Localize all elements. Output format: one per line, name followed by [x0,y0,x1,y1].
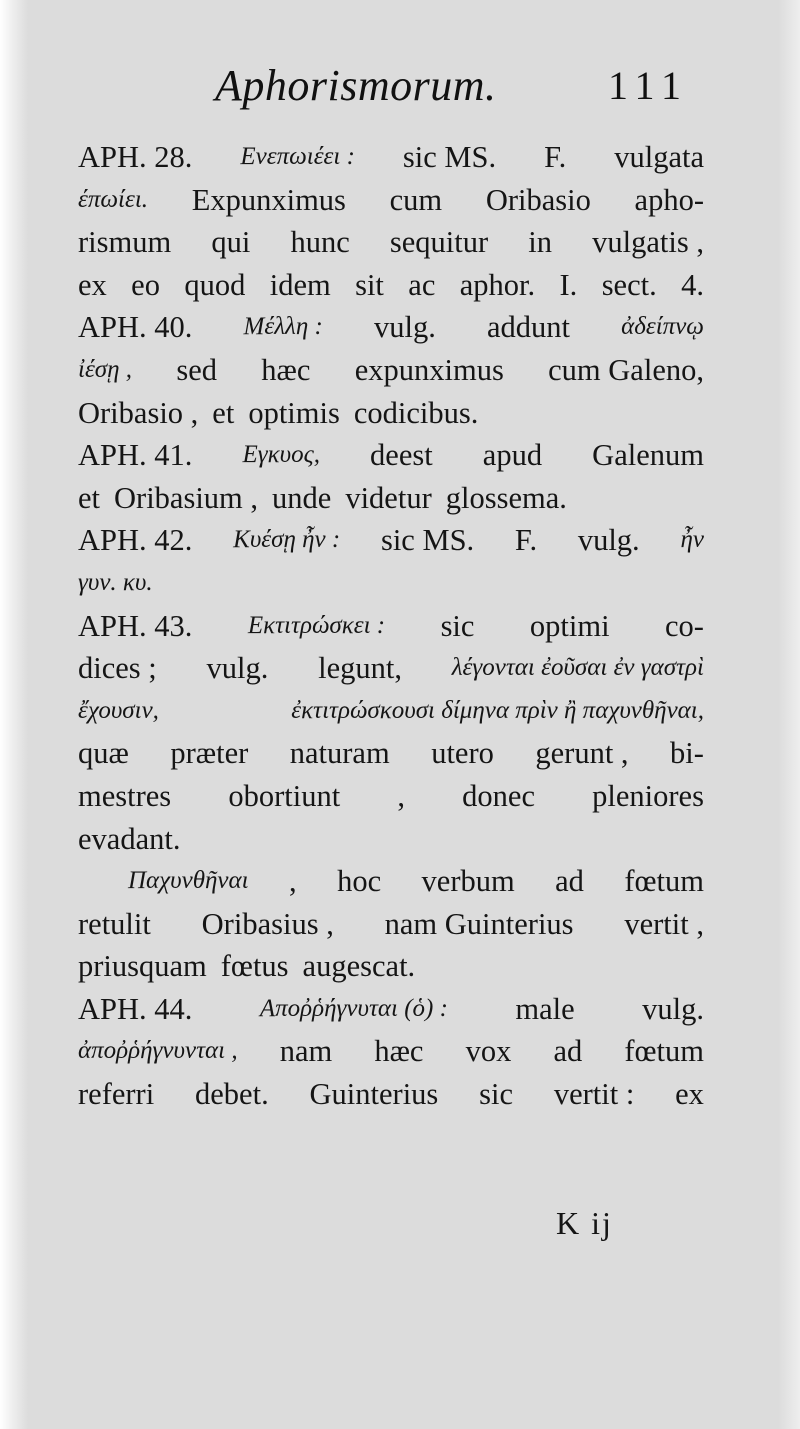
text-word: rismum [78,225,172,260]
text-word: APH. 42. [78,523,193,558]
text-word: vulg. [206,651,269,686]
text-word: sequitur [389,225,489,260]
text-word: vulg. [577,523,640,558]
text-word: unde [272,480,332,515]
text-word: ἐκτιτρώσκουσι δίμηνα πρὶν ἢ παχυνθῆναι, [291,696,704,724]
text-line [78,605,704,648]
text-line [78,1030,704,1073]
text-line [78,434,704,477]
text-word: ad [555,864,584,899]
text-word: Oribasio [485,182,591,217]
text-word: Oribasium , [114,480,259,515]
text-word: Παχυνθῆναι [128,867,249,895]
text-word: donec [462,778,535,813]
text-word: codicibus. [353,395,479,430]
text-word: sed [176,352,217,387]
text-line [78,179,704,222]
text-word: ἀδείπνῳ [621,313,704,341]
text-word: hoc [337,864,382,899]
text-word: nam [279,1034,333,1069]
text-word: APH. 43. [78,608,193,643]
text-word: evadant. [78,821,181,856]
text-word: έπωίει. [78,185,149,213]
text-word: APH. 41. [78,438,193,473]
text-word: optimi [529,608,610,643]
text-line [78,477,704,520]
page-number: 111 [608,63,690,108]
text-word: Αποῤῥήγνυται (ὁ) : [259,994,448,1022]
text-word: glossema. [445,480,567,515]
text-word: ἦν [680,526,704,554]
text-line [78,264,704,307]
text-word: ex [78,267,107,302]
text-word: et [78,480,101,515]
text-word: qui [211,225,251,260]
text-body [78,136,704,1116]
text-word: retulit [78,906,151,941]
text-word: pleniores [592,778,704,813]
text-word: debet. [195,1077,269,1112]
text-word: vertit , [624,906,704,941]
text-line [78,860,704,903]
text-word: Galenum [592,438,704,473]
text-line [78,690,704,733]
text-word: , [289,864,297,899]
text-line [78,519,704,562]
text-word: Κυέσῃ ἦν : [233,526,341,554]
text-word: sic MS. [380,523,475,558]
text-word: dices ; [78,651,157,686]
text-word: aphor. [459,267,536,302]
text-word: referri [78,1077,155,1112]
text-word: cum [389,182,443,217]
text-word: ad [553,1034,583,1069]
text-line [78,306,704,349]
text-word: sic [479,1077,514,1112]
text-word: sic MS. [402,140,497,174]
text-word: fœtum [624,1034,704,1069]
text-word: ac [408,267,436,302]
text-word: priusquam [78,949,207,984]
text-word: hunc [290,225,350,260]
page-header [0,60,800,130]
text-word: vertit : [553,1077,635,1112]
text-word: sit [355,267,384,302]
text-word: , [397,778,405,813]
text-word: co- [665,608,704,643]
text-word: præter [170,736,249,771]
text-word: quæ [78,736,129,771]
text-word: hæc [374,1034,424,1069]
text-word: verbum [421,864,515,899]
text-word: utero [431,736,494,771]
text-word: mestres [78,778,172,813]
text-line [78,945,704,988]
text-word: videtur [345,480,432,515]
text-word: gerunt , [535,736,629,771]
text-line [78,903,704,946]
text-line [78,349,704,392]
text-line [78,732,704,775]
text-word: eo [131,267,160,302]
text-word: Expunximus [191,182,346,217]
text-word: expunximus [354,352,504,387]
text-word: λέγονται ἐοῦσαι ἐν γαστρὶ [451,654,704,682]
text-word: ἀποῤῥήγνυνται , [78,1037,238,1065]
text-word: deest [370,438,433,473]
text-word: 4. [681,267,704,302]
text-word: idem [269,267,331,302]
text-word: male [515,991,575,1026]
text-word: vulgata [614,140,704,174]
text-line [78,136,704,179]
text-word: Εκτιτρώσκει : [247,611,386,639]
text-word: vulg. [373,310,436,345]
text-word: naturam [289,736,390,771]
text-word: optimis [248,395,340,430]
text-word: ex [675,1077,704,1112]
text-word: vox [465,1034,512,1069]
text-word: legunt, [318,651,402,686]
text-word: F. [544,140,567,174]
text-word: obortiunt [228,778,341,813]
text-word: sic [440,608,475,643]
text-line [78,818,704,861]
text-word: Oribasius , [201,906,334,941]
text-line [78,1073,704,1116]
text-word: Guinterius [309,1077,439,1112]
text-word: APH. 44. [78,991,193,1026]
text-word: quod [184,267,246,302]
text-word: apho- [634,182,704,217]
text-word: Εγκυος, [242,441,320,469]
text-word: et [212,395,235,430]
text-word: hæc [261,352,311,387]
text-word: nam Guinterius [384,906,574,941]
text-word: ἰέσῃ , [78,355,133,383]
text-word: F. [514,523,538,558]
text-word: Μέλλη : [243,313,323,341]
text-word: cum Galeno, [548,352,704,387]
text-line [78,562,704,605]
text-word: in [528,225,552,260]
text-line [78,221,704,264]
text-word: γυν. κυ. [78,568,153,596]
text-word: apud [482,438,543,473]
text-line [78,775,704,818]
text-word: fœtum [624,864,704,899]
text-word: bi- [670,736,704,771]
text-word: vulg. [642,991,704,1026]
text-line [78,988,704,1031]
text-word: APH. 40. [78,310,193,345]
signature-mark: K ij [556,1205,613,1241]
text-word: APH. 28. [78,140,193,174]
text-word: fœtus [220,949,289,984]
text-word: I. [559,267,578,302]
text-word: augescat. [302,949,416,984]
text-word: vulgatis , [592,225,704,260]
text-word: Oribasio , [78,395,199,430]
text-line [78,392,704,435]
text-word: addunt [486,310,570,345]
text-word: ἔχουσιν, [78,696,159,724]
running-title: Aphorismorum. [215,61,497,110]
text-word: Ενεπωιέει : [240,143,355,170]
text-line [78,647,704,690]
text-word: sect. [601,267,657,302]
